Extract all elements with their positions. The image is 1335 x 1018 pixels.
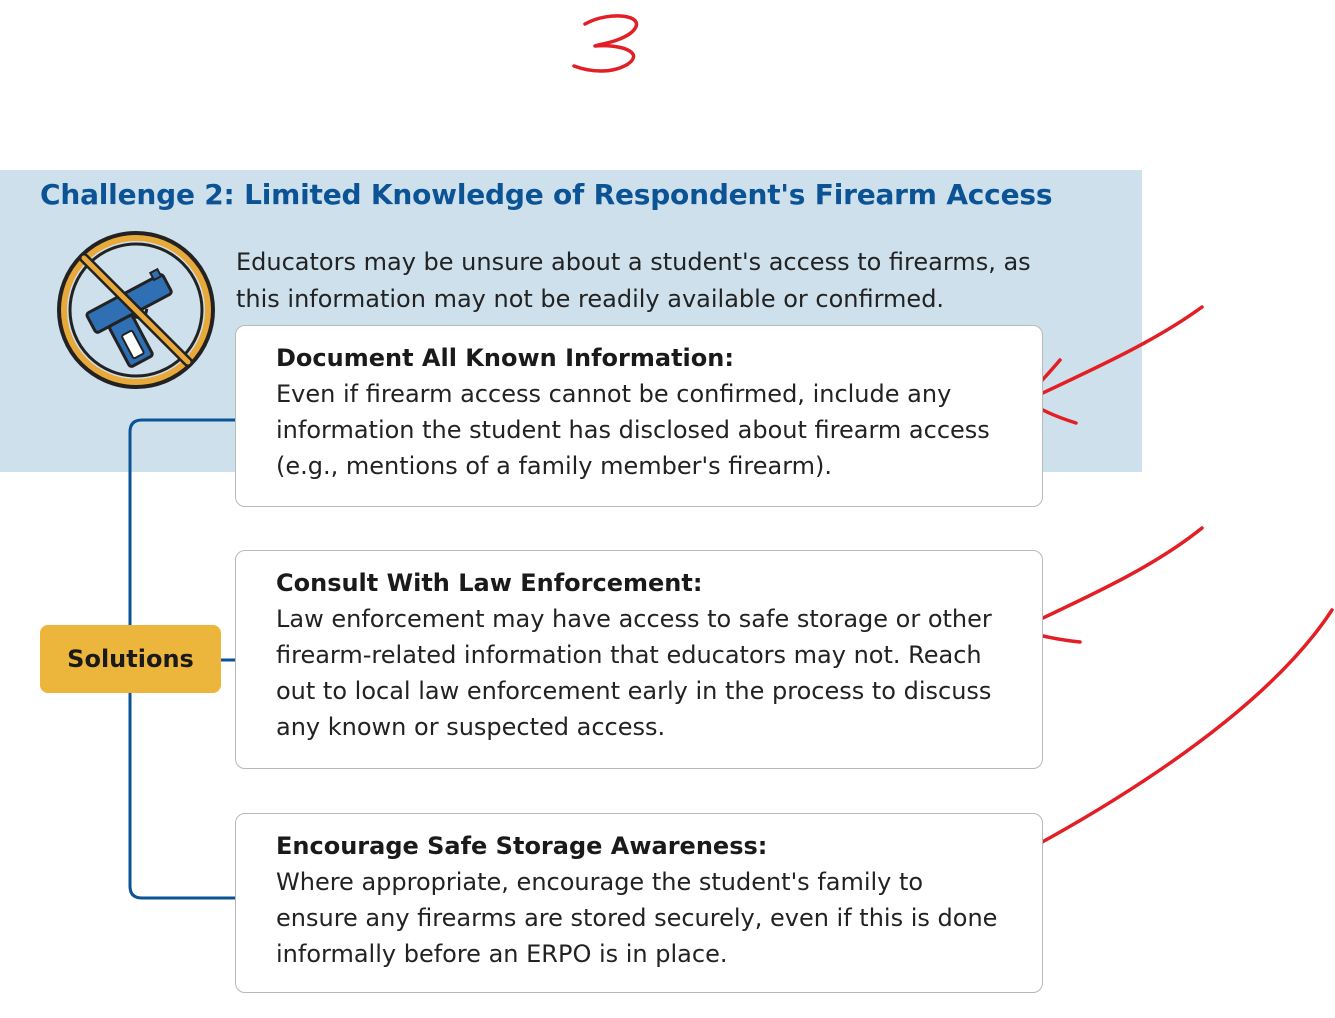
annotation-arrow-2: [1020, 528, 1202, 642]
solution-body: Law enforcement may have access to safe storage or other firearm-related information that educators may not. Reach out to local law enforcement early in the process to discuss any known or suspected access.: [276, 605, 992, 741]
solution-title: Document All Known Information:: [276, 344, 734, 372]
solution-body: Where appropriate, encourage the student's family to ensure any firearms are stored securely, even if this is done informally before an ERPO is in place.: [276, 868, 998, 968]
solution-card-document: [235, 325, 1043, 507]
no-firearm-icon: [54, 228, 218, 392]
challenge-title: Challenge 2: Limited Knowledge of Respondent's Firearm Access: [40, 178, 1053, 211]
solution-body: Even if firearm access cannot be confirmed, include any information the student has disclosed about firearm access (e.g., mentions of a family member's firearm).: [276, 380, 990, 480]
solution-card-safe-storage: [235, 813, 1043, 993]
solution-title: Consult With Law Enforcement:: [276, 569, 703, 597]
handwritten-number-three: [574, 16, 637, 71]
challenge-intro: Educators may be unsure about a student's access to firearms, as this information may not be readily available or confirmed.: [236, 248, 1031, 313]
solutions-badge: Solutions: [40, 625, 221, 693]
solution-card-law-enforcement: [235, 550, 1043, 769]
solution-title: Encourage Safe Storage Awareness:: [276, 832, 768, 860]
